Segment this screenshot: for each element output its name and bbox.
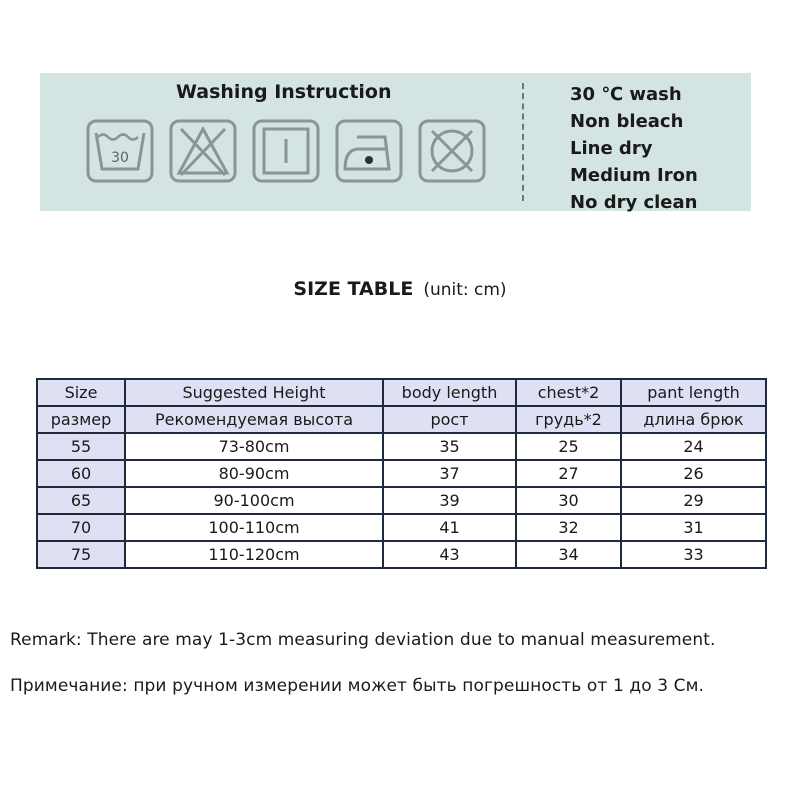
header-row-english	[37, 379, 766, 406]
header-size-ru: размер	[37, 406, 125, 433]
no-bleach-icon	[169, 119, 237, 185]
header-chest-ru: грудь*2	[516, 406, 621, 433]
table-row	[37, 487, 766, 514]
cell-size: 55	[37, 433, 125, 460]
size-table	[36, 378, 767, 569]
cell-chest: 32	[516, 514, 621, 541]
washing-instructions-list	[570, 81, 698, 216]
table-row	[37, 433, 766, 460]
header-size: Size	[37, 379, 125, 406]
cell-height: 80-90cm	[125, 460, 383, 487]
wash-30-icon	[86, 119, 154, 185]
cell-height: 90-100cm	[125, 487, 383, 514]
size-table-heading	[0, 278, 800, 300]
instruction-wash: 30 ℃ wash	[570, 84, 682, 105]
instruction-iron: Medium Iron	[570, 165, 698, 186]
header-pant-length: pant length	[621, 379, 766, 406]
cell-chest: 25	[516, 433, 621, 460]
washing-title: Washing Instruction	[176, 81, 392, 103]
header-body-length-ru: рост	[383, 406, 516, 433]
instruction-dry: Line dry	[570, 138, 653, 159]
instruction-bleach: Non bleach	[570, 111, 684, 132]
cell-size: 75	[37, 541, 125, 568]
cell-chest: 34	[516, 541, 621, 568]
medium-iron-icon	[335, 119, 403, 185]
cell-body-length: 35	[383, 433, 516, 460]
no-dry-clean-icon	[418, 119, 486, 185]
wash-temp-label: 30	[111, 150, 129, 166]
cell-chest: 30	[516, 487, 621, 514]
cell-body-length: 39	[383, 487, 516, 514]
cell-pant-length: 31	[621, 514, 766, 541]
size-table-unit: (unit: cm)	[423, 280, 507, 300]
header-chest: chest*2	[516, 379, 621, 406]
cell-size: 60	[37, 460, 125, 487]
cell-pant-length: 33	[621, 541, 766, 568]
cell-body-length: 41	[383, 514, 516, 541]
header-pant-length-ru: длина брюк	[621, 406, 766, 433]
panel-divider	[522, 83, 524, 201]
remark-english: Remark: There are may 1-3cm measuring deviation due to manual measurement.	[10, 630, 716, 650]
remark-russian: Примечание: при ручном измерении может быть погрешность от 1 до 3 См.	[10, 676, 705, 696]
cell-body-length: 43	[383, 541, 516, 568]
cell-pant-length: 26	[621, 460, 766, 487]
size-table-title: SIZE TABLE	[293, 278, 414, 300]
cell-height: 100-110cm	[125, 514, 383, 541]
cell-height: 73-80cm	[125, 433, 383, 460]
washing-instruction-panel	[40, 73, 751, 211]
instruction-dry-clean: No dry clean	[570, 192, 698, 213]
cell-size: 65	[37, 487, 125, 514]
header-row-russian	[37, 406, 766, 433]
cell-pant-length: 24	[621, 433, 766, 460]
table-row	[37, 514, 766, 541]
cell-size: 70	[37, 514, 125, 541]
header-height: Suggested Height	[125, 379, 383, 406]
header-body-length: body length	[383, 379, 516, 406]
cell-body-length: 37	[383, 460, 516, 487]
table-row	[37, 460, 766, 487]
cell-pant-length: 29	[621, 487, 766, 514]
cell-height: 110-120cm	[125, 541, 383, 568]
cell-chest: 27	[516, 460, 621, 487]
header-height-ru: Рекомендуемая высота	[125, 406, 383, 433]
table-row	[37, 541, 766, 568]
line-dry-icon	[252, 119, 320, 185]
